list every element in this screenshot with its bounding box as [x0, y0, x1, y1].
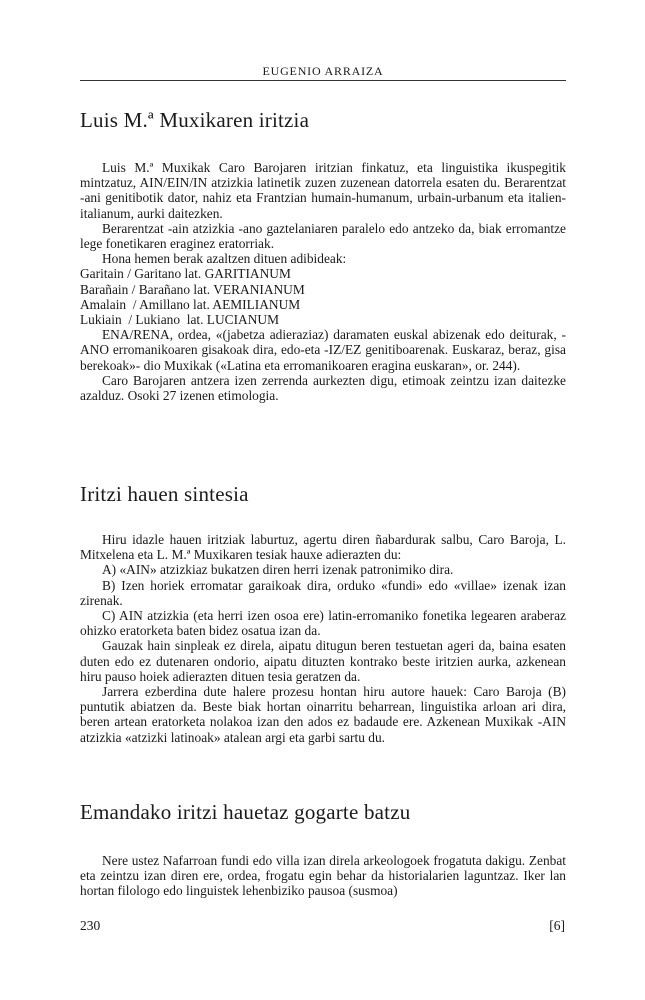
paragraph: Hiru idazle hauen iritziak laburtuz, agertu diren ñabardurak salbu, Caro Baroja, L. Mitxelena eta L. M.ª Muxikaren tesiak hauxe adierazten du:: [80, 532, 566, 563]
paragraph: Luis M.ª Muxikak Caro Barojaren iritzian finkatuz, eta linguistika ikuspegitik mintzatuz, AIN/EIN/IN atzizkia latinetik zuzen zuzenean datorrela esaten du. Berarentzat -ani genitibotik dator, nahiz eta Frantzian humain-humanum, urbain-urbanum eta italien-italianum, aurki daitezken.: [80, 160, 566, 221]
section-title-gogarte: Emandako iritzi hauetaz gogarte batzu: [80, 800, 411, 824]
paragraph: Caro Barojaren antzera izen zerrenda aurkezten digu, etimoak zeintzu izan daitezke azalduz. Osoki 27 izenen etimologia.: [80, 372, 566, 404]
header-rule: [80, 80, 566, 81]
paragraph: ENA/RENA, ordea, «(jabetza adieraziaz) daramaten euskal abizenak edo deiturak, -ANO erromanikoaren gisakoak dira, edo-eta -IZ/EZ genitiboarenak. Euskaraz, beraz, gisa berekoak»- dio Muxikak («Latina eta erromanikoaren eragina euskaran», or. 244).: [80, 327, 566, 373]
section-title-sintesia: Iritzi hauen sintesia: [80, 482, 249, 506]
paragraph: C) AIN atzizkia (eta herri izen osoa ere) latin-erromaniko fonetika legearen araberaz ohizko eratorketa baten bidez osatua izan da.: [80, 608, 566, 639]
paragraph: Berarentzat -ain atzizkia -ano gaztelaniaren paralelo edo antzeko da, biak erromantze lege fonetikaren eraginez eratorriak.: [80, 220, 566, 252]
bracket-page-number: [6]: [549, 918, 565, 933]
example-line: Garitain / Garitano lat. GARITIANUM: [80, 266, 291, 282]
example-line: Amalain / Amillano lat. AEMILIANUM: [80, 296, 301, 312]
paragraph: Hona hemen berak azaltzen dituen adibideak:: [102, 251, 347, 267]
paragraph: Gauzak hain sinpleak ez direla, aipatu ditugun beren testuetan ageri da, baina esaten duten edo ez dutenaren ondorio, aipatu dituzten kontrako beste iritzien aurka, azkenean hiru pauso hoiek adierazten dituen tesia geratzen da.: [80, 638, 566, 684]
page-number: 230: [80, 918, 101, 933]
example-line: Barañain / Barañano lat. VERANIANUM: [80, 281, 305, 297]
section-body-gogarte: [80, 853, 566, 899]
running-head: EUGENIO ARRAIZA: [262, 64, 384, 78]
example-line: Lukiain / Lukiano lat. LUCIANUM: [80, 312, 279, 328]
paragraph: B) Izen horiek erromatar garaikoak dira, orduko «fundi» edo «villae» izenak izan zirenak.: [80, 577, 566, 608]
paragraph: Nere ustez Nafarroan fundi edo villa izan direla arkeologoek frogatuta dakigu. Zenbat eta zeintzu izan diren ere, ordea, frogatu egin behar da historialarien laguntzaz. Iker lan hortan filologo edo linguistek lehenbiziko pausoa (susmoa): [80, 853, 566, 899]
section-body-sintesia: [80, 532, 566, 745]
section-body-muxika: [80, 160, 566, 403]
paragraph: A) «AIN» atzizkiaz bukatzen diren herri izenak patronimiko dira.: [102, 562, 454, 578]
section-title-muxika: Luis M.ª Muxikaren iritzia: [80, 108, 310, 132]
paragraph: Jarrera ezberdina dute halere prozesu hontan hiru autore hauek: Caro Baroja (B) puntutik abiatzen da. Beste biak hortan oinarritu beharrean, linguistika arloan ari dira, beren artean eratorketa nolakoa izan den ados ez badaude ere. Azkenean Muxikak -AIN atzizkia «atzizki latinoak» atalean argi eta garbi sartu du.: [80, 684, 566, 745]
